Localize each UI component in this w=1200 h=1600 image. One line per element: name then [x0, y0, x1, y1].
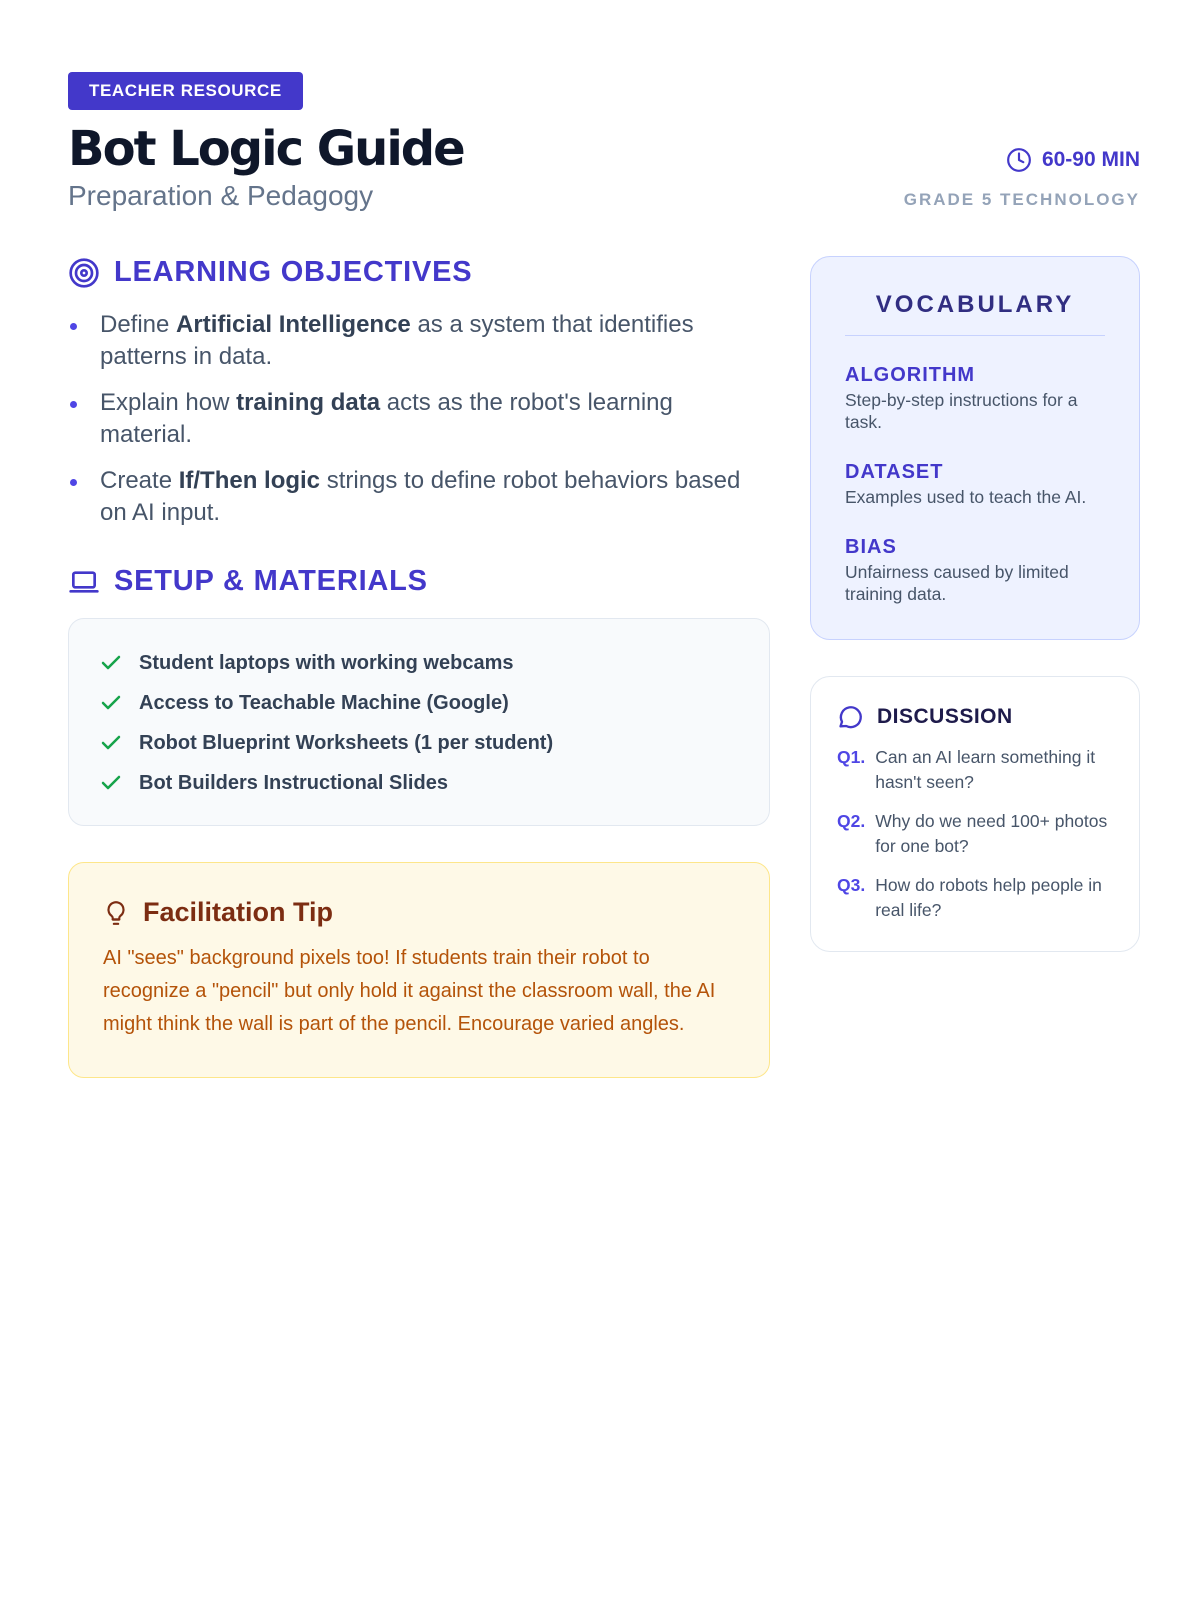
resource-badge: TEACHER RESOURCE [68, 72, 303, 110]
term-name: DATASET [845, 461, 944, 484]
material-item: Bot Builders Instructional Slides [99, 763, 739, 803]
content-columns [68, 256, 1140, 1078]
page-header [68, 121, 1140, 212]
duration-text: 60-90 MIN [1041, 148, 1140, 172]
facilitation-tip [68, 862, 770, 1078]
objectives-heading-text: LEARNING OBJECTIVES [114, 256, 473, 289]
check-icon [99, 771, 123, 795]
lightbulb-icon [103, 900, 129, 926]
grade-label: GRADE 5 TECHNOLOGY [903, 190, 1140, 210]
term-definition: Step-by-step instructions for a task. [845, 390, 1078, 433]
question-number: Q2. [837, 811, 866, 832]
discussion-question [837, 873, 1113, 923]
main-column [68, 256, 770, 1078]
check-icon [99, 691, 123, 715]
teacher-guide-page [68, 72, 1140, 1078]
material-item: Robot Blueprint Worksheets (1 per student) [99, 723, 739, 763]
question-number: Q3. [837, 875, 866, 896]
discussion-card [810, 676, 1140, 952]
title-block [68, 121, 464, 212]
check-icon [99, 651, 123, 675]
chat-bubble-icon [837, 703, 865, 731]
term-definition: Unfairness caused by limited training data. [845, 562, 1069, 605]
vocabulary-card [810, 256, 1140, 640]
question-number: Q1. [837, 747, 866, 768]
target-icon [68, 257, 100, 289]
sidebar-column [810, 256, 1140, 1078]
question-text: Can an AI learn something it hasn't seen? [875, 747, 1096, 793]
question-text: How do robots help people in real life? [875, 875, 1102, 921]
tip-body: AI "sees" background pixels too! If students train their robot to recognize a "pencil" but only hold it against the classroom wall, the AI might think the wall is part of the pencil. Encourage varied angles. [103, 947, 716, 1036]
material-item: Access to Teachable Machine (Google) [99, 683, 739, 723]
objective-item: Define Artificial Intelligence as a system that identifies patterns in data. [68, 309, 770, 373]
discussion-question [837, 745, 1113, 795]
objective-item: Create If/Then logic strings to define robot behaviors based on AI input. [68, 465, 770, 529]
duration [1006, 147, 1140, 173]
objectives-list [68, 309, 770, 529]
materials-list [68, 618, 770, 826]
setup-heading [68, 565, 770, 598]
page-subtitle: Preparation & Pedagogy [68, 180, 374, 212]
tip-heading [103, 897, 735, 928]
term-definition: Examples used to teach the AI. [845, 487, 1087, 508]
discussion-heading [837, 703, 1113, 731]
objective-item: Explain how training data acts as the robot's learning material. [68, 387, 770, 451]
question-text: Why do we need 100+ photos for one bot? [875, 811, 1108, 857]
lesson-meta [904, 147, 1140, 212]
vocab-term [845, 364, 1105, 433]
check-icon [99, 731, 123, 755]
clock-icon [1006, 147, 1032, 173]
term-name: ALGORITHM [845, 364, 976, 387]
material-item: Student laptops with working webcams [99, 643, 739, 683]
term-name: BIAS [845, 536, 897, 559]
discussion-question [837, 809, 1113, 859]
discussion-heading-text: DISCUSSION [877, 705, 1013, 729]
vocab-term [845, 461, 1105, 508]
vocabulary-heading: VOCABULARY [845, 291, 1105, 336]
setup-heading-text: SETUP & MATERIALS [114, 565, 428, 598]
tip-heading-text: Facilitation Tip [143, 897, 334, 928]
vocab-term [845, 536, 1105, 605]
objectives-heading [68, 256, 770, 289]
laptop-icon [68, 566, 100, 598]
page-title: Bot Logic Guide [68, 121, 464, 177]
